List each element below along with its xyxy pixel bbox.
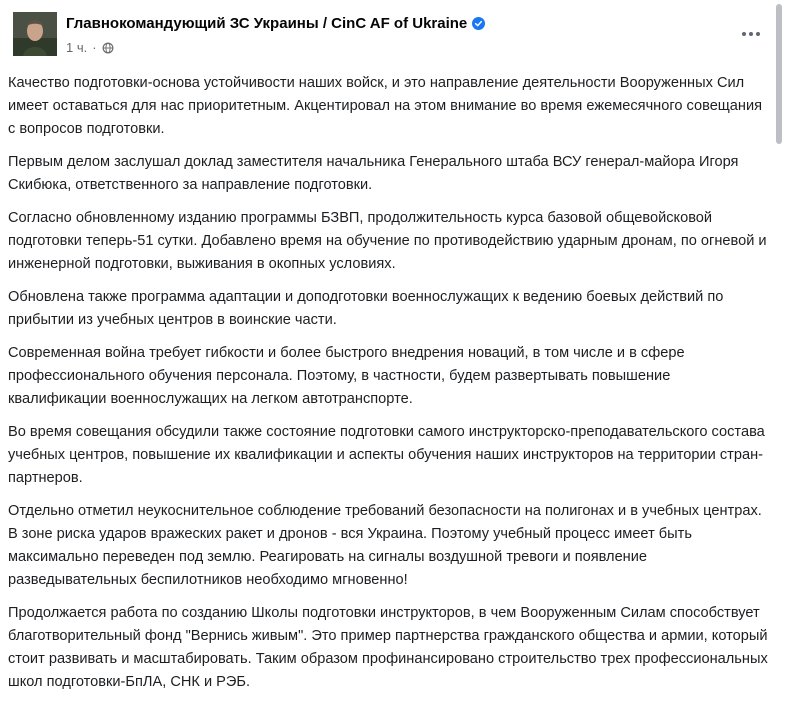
post-meta [66, 40, 114, 55]
post-paragraph: Продолжается работа по созданию Школы подготовки инструкторов, в чем Вооруженным Силам способствует благотворительный фонд "Вернись живым". Это пример партнерства гражданского общества и армии, который стоит развивать и масштабировать. Таким образом профинансировано строительство трех профессиональных школ подготовки-БпЛА, СНК и РЭБ. [8, 605, 768, 690]
post-body [8, 72, 768, 704]
post-header [0, 0, 770, 64]
globe-icon[interactable] [102, 42, 114, 54]
verified-badge-icon [472, 17, 485, 30]
post-author[interactable] [66, 15, 485, 32]
more-dot-1 [742, 32, 746, 36]
post-paragraph: Качество подготовки-основа устойчивости наших войск, и это направление деятельности Вооруженных Сил имеет оставаться для нас приоритетным. Акцентировал на этом внимание во время ежемесячного совещания с вопросов подготовки. [8, 75, 763, 137]
post-paragraph: Отдельно отметил неукоснительное соблюдение требований безопасности на полигонах и в учебных центрах. В зоне риска ударов вражеских ракет и дронов - вся Украина. Поэтому учебный процесс имеет быть максимально переведен под землю. Реагировать на сигналы воздушной тревоги и появление разведывательных беспилотников необходимо мгновенно! [8, 503, 762, 588]
avatar-photo [13, 12, 57, 56]
scrollbar-thumb[interactable] [776, 4, 782, 144]
post-paragraph: Первым делом заслушал доклад заместителя начальника Генерального штаба ВСУ генерал-майора Игоря Скибюка, ответственного за направление подготовки. [8, 154, 739, 193]
meta-separator: · [92, 40, 97, 55]
post-paragraph: Во время совещания обсудили также состояние подготовки самого инструкторско-преподавательского состава учебных центров, повышение их квалификации и аспекты обучения наших инструкторов на территории стран-партнеров. [8, 424, 765, 486]
post-paragraph: Современная война требует гибкости и более быстрого внедрения новаций, в том числе и в сфере профессионального обучения персонала. Поэтому, в частности, будем развертывать повышение квалификации военнослужащих на легком автотранспорте. [8, 345, 685, 407]
author-avatar[interactable] [13, 12, 57, 56]
more-dot-3 [756, 32, 760, 36]
post-author-name[interactable]: Главнокомандующий ЗС Украины / CinC AF of Ukraine [66, 15, 468, 32]
more-options-button[interactable] [733, 20, 769, 48]
post-paragraph: Согласно обновленному изданию программы БЗВП, продолжительность курса базовой общевойсковой подготовки теперь-51 сутки. Добавлено время на обучение по противодействию ударным дронам, по огневой и инженерной подготовки, выживания в окопных условиях. [8, 210, 767, 272]
post-paragraph: Обновлена также программа адаптации и доподготовки военнослужащих к ведению боевых действий по прибытии из учебных центров в воинские части. [8, 289, 724, 328]
scrollbar[interactable] [773, 0, 785, 664]
post-timestamp[interactable]: 1 ч. [66, 40, 88, 55]
more-dot-2 [749, 32, 753, 36]
